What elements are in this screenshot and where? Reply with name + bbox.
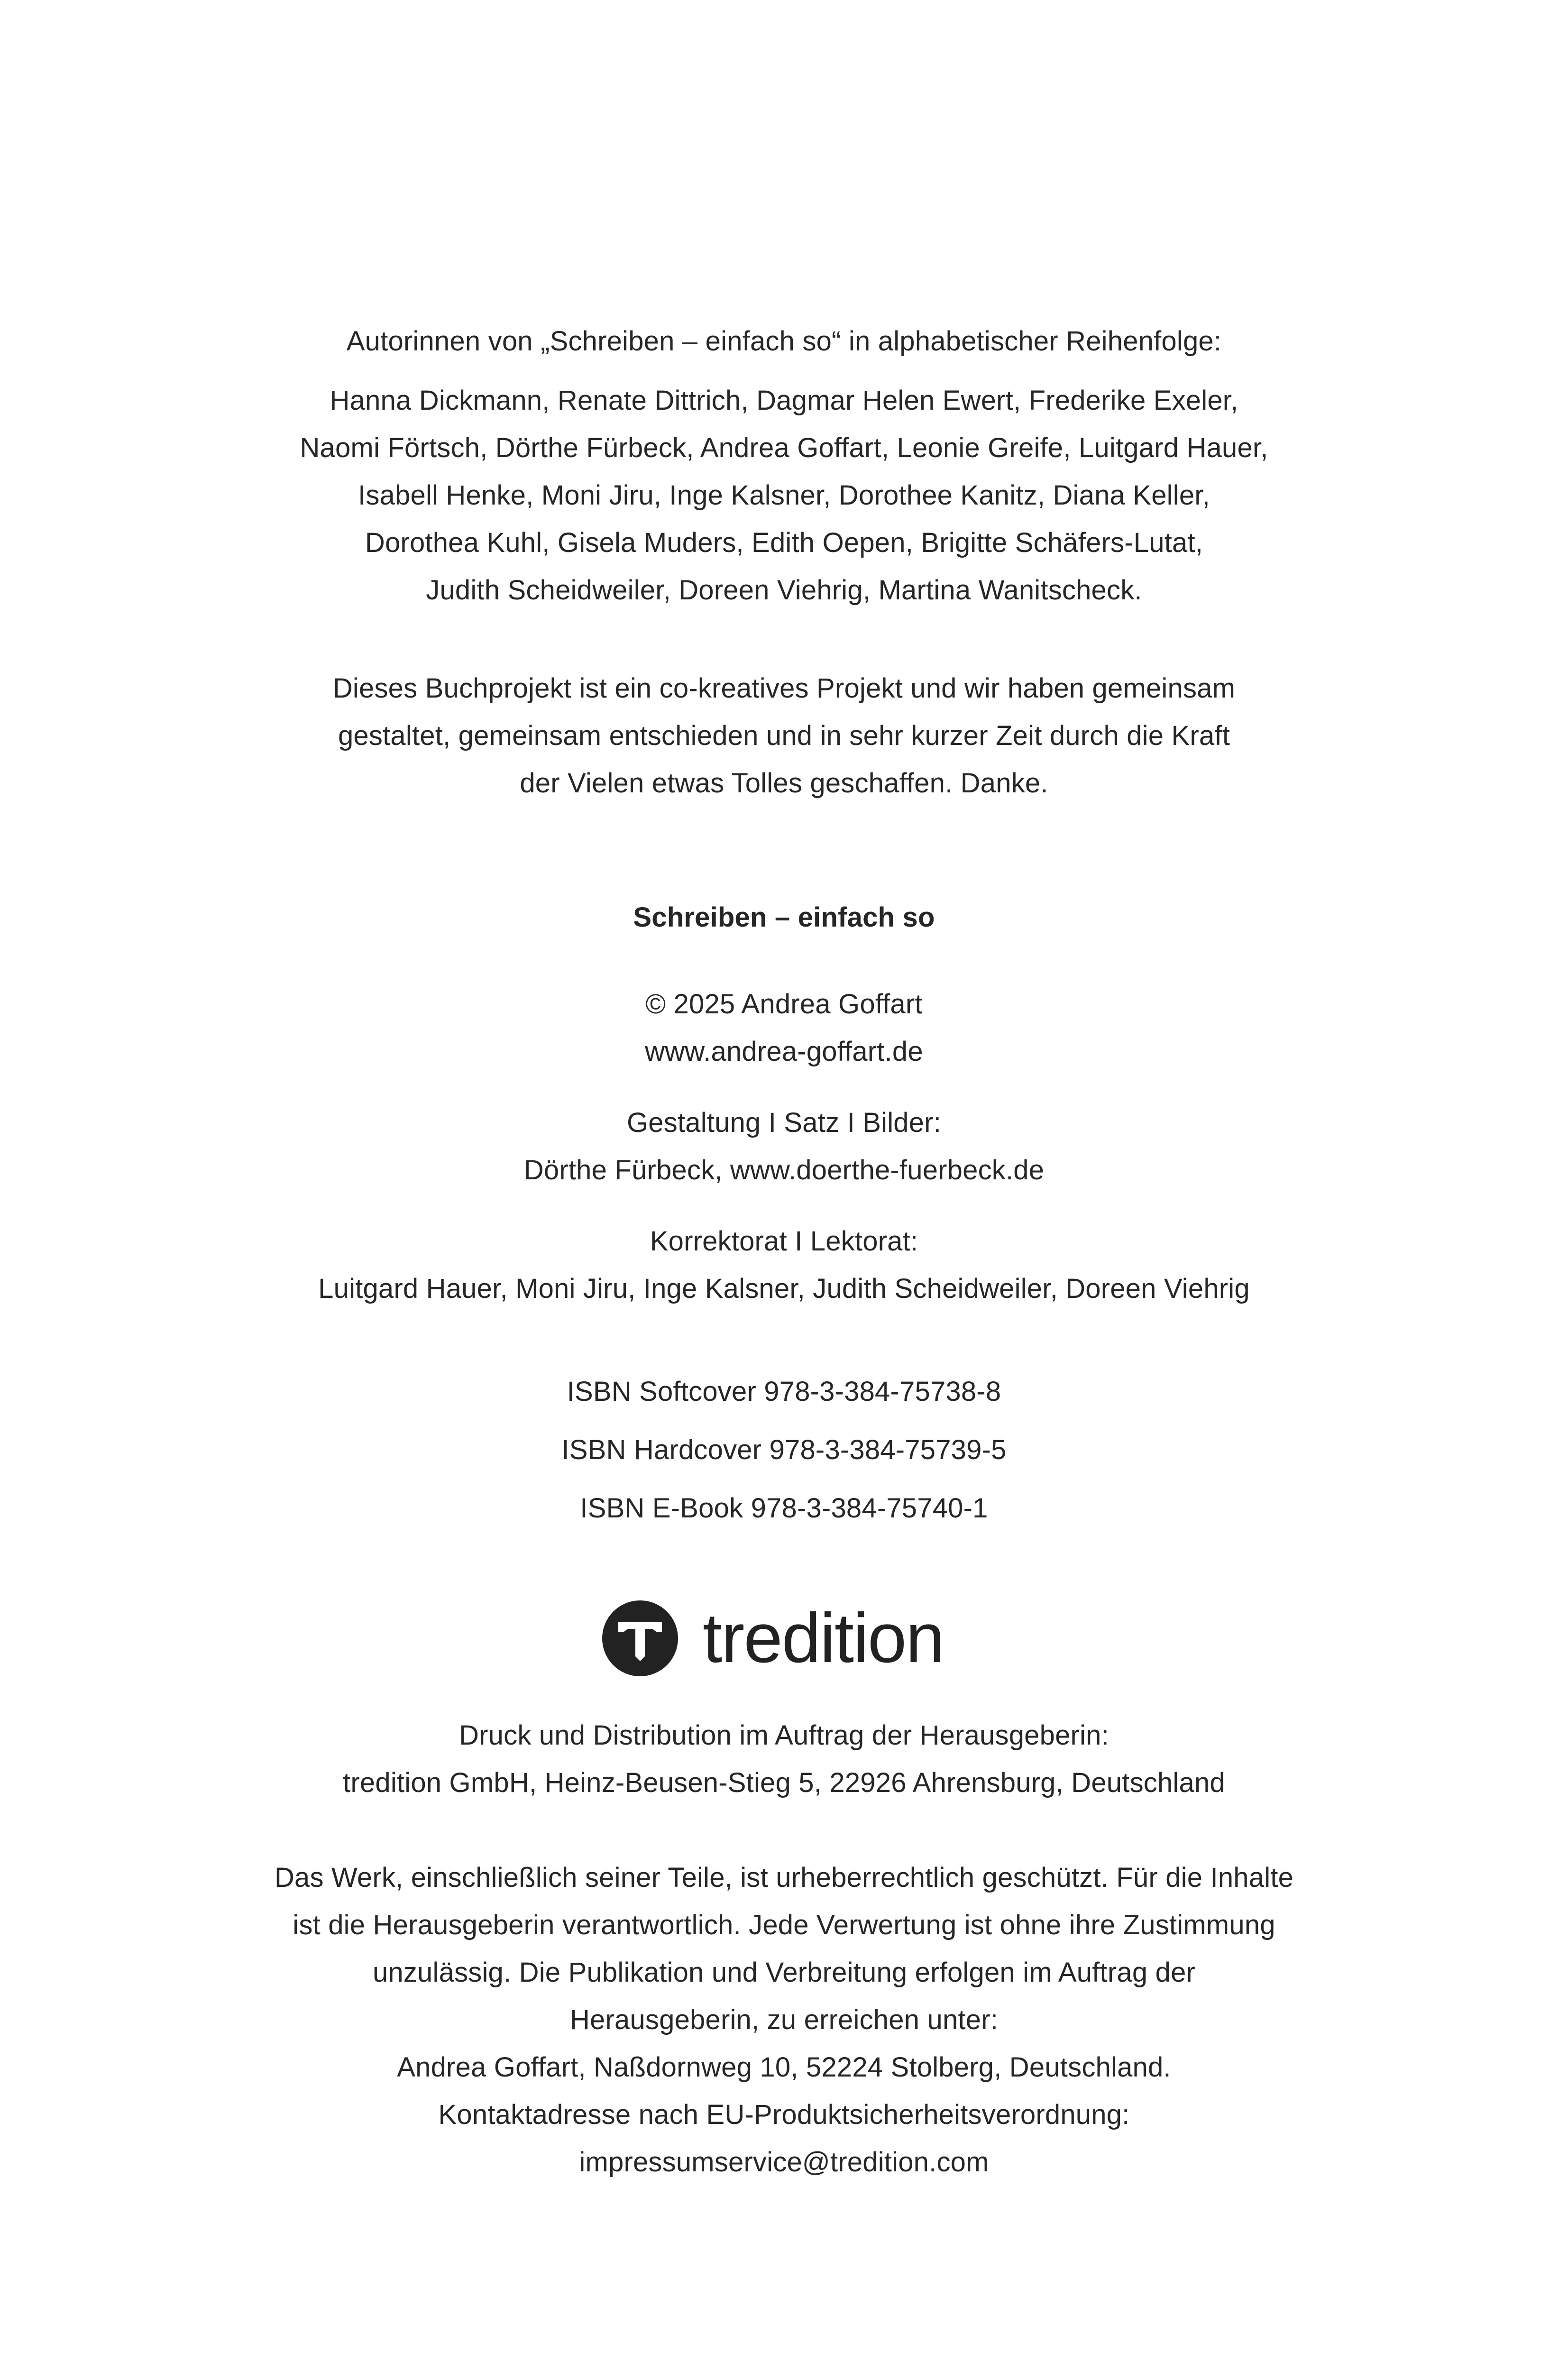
authors-line: Hanna Dickmann, Renate Dittrich, Dagmar Helen Ewert, Frederike Exeler, (330, 385, 1238, 416)
tredition-logo (602, 1600, 981, 1676)
design-label: Gestaltung I Satz I Bilder: (626, 1107, 942, 1138)
distribution-block (0, 1712, 1568, 1807)
distribution-address: tredition GmbH, Heinz-Beusen-Stieg 5, 22926 Ahrensburg, Deutschland (343, 1767, 1225, 1798)
project-line: der Vielen etwas Tolles geschaffen. Danke. (520, 768, 1048, 799)
legal-line: Herausgeberin, zu erreichen unter: (569, 2004, 999, 2035)
authors-heading-block (0, 318, 1568, 365)
project-line: gestaltet, gemeinsam entschieden und in sehr kurzer Zeit durch die Kraft (338, 720, 1230, 751)
legal-line: unzulässig. Die Publikation und Verbreitung erfolgen im Auftrag der (372, 1957, 1196, 1988)
contact-email: impressumservice@tredition.com (579, 2147, 989, 2178)
book-title-block (0, 894, 1568, 941)
isbn-hardcover: ISBN Hardcover 978-3-384-75739-5 (561, 1434, 1007, 1465)
proofreading-value: Luitgard Hauer, Moni Jiru, Inge Kalsner, Judith Scheidweiler, Doreen Viehrig (318, 1273, 1250, 1304)
proofreading-credit (0, 1218, 1568, 1313)
design-credit (0, 1099, 1568, 1194)
legal-line: ist die Herausgeberin verantwortlich. Jede Verwertung ist ohne ihre Zustimmung (293, 1910, 1275, 1940)
legal-address: Andrea Goffart, Naßdornweg 10, 52224 Stolberg, Deutschland. (397, 2052, 1171, 2083)
authors-line: Dorothea Kuhl, Gisela Muders, Edith Oepen, Brigitte Schäfers-Lutat, (365, 527, 1203, 558)
isbn-softcover: ISBN Softcover 978-3-384-75738-8 (567, 1376, 1001, 1407)
legal-line: Kontaktadresse nach EU-Produktsicherheitsverordnung: (438, 2099, 1130, 2130)
copyright-block (0, 981, 1568, 1075)
isbn-ebook: ISBN E-Book 978-3-384-75740-1 (580, 1493, 988, 1524)
isbn-hardcover-block (0, 1426, 1568, 1474)
design-value: Dörthe Fürbeck, www.doerthe-fuerbeck.de (523, 1155, 1045, 1186)
tredition-wordmark: tredition (703, 1599, 944, 1677)
copyright-line: © 2025 Andrea Goffart (645, 989, 923, 1020)
project-statement (0, 665, 1568, 807)
authors-line: Naomi Förtsch, Dörthe Fürbeck, Andrea Goffart, Leonie Greife, Luitgard Hauer, (300, 432, 1268, 463)
authors-heading: Autorinnen von „Schreiben – einfach so“ in alphabetischer Reihenfolge: (346, 326, 1222, 357)
authors-line: Judith Scheidweiler, Doreen Viehrig, Martina Wanitscheck. (426, 575, 1142, 606)
author-website: www.andrea-goffart.de (645, 1036, 923, 1067)
isbn-softcover-block (0, 1368, 1568, 1415)
legal-line: Das Werk, einschließlich seiner Teile, ist urheberrechtlich geschützt. Für die Inhalte (274, 1862, 1294, 1893)
legal-notice (0, 1854, 1568, 2186)
proofreading-label: Korrektorat I Lektorat: (650, 1226, 918, 1257)
book-title: Schreiben – einfach so (633, 902, 935, 933)
authors-list (0, 377, 1568, 614)
distribution-line: Druck und Distribution im Auftrag der Herausgeberin: (459, 1720, 1109, 1751)
isbn-ebook-block (0, 1485, 1568, 1532)
authors-line: Isabell Henke, Moni Jiru, Inge Kalsner, Dorothee Kanitz, Diana Keller, (358, 480, 1210, 511)
tredition-logo-icon (602, 1600, 678, 1676)
project-line: Dieses Buchprojekt ist ein co-kreatives Projekt und wir haben gemeinsam (332, 673, 1236, 704)
